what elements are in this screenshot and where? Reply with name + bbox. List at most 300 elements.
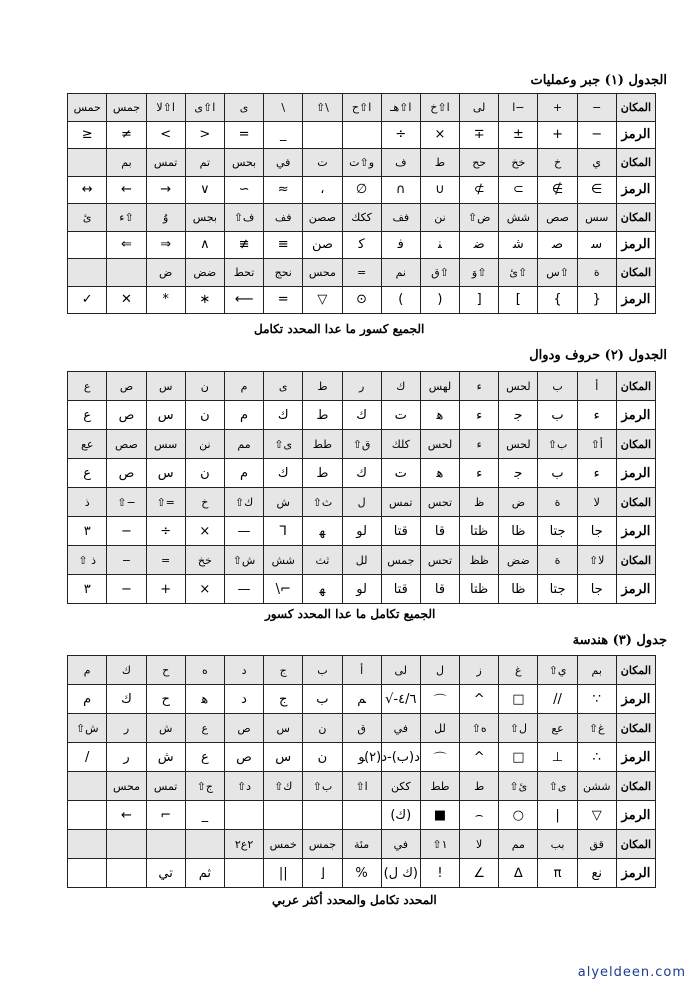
symbol-cell: ≈: [264, 176, 303, 204]
key-cell: عع: [68, 430, 107, 459]
symbol-cell: [342, 801, 381, 830]
key-cell: تمس: [381, 488, 420, 517]
key-cell: جمس: [303, 830, 342, 859]
symbol-cell: ≡: [264, 231, 303, 259]
symbol-cell: ﻢ: [342, 685, 381, 714]
key-cell: [68, 259, 107, 287]
symbol-cell: ÷: [146, 517, 185, 546]
symbol-cell: ﻬ: [303, 575, 342, 604]
key-cell: وُ: [146, 204, 185, 232]
symbol-row: [68, 517, 656, 546]
symbol-cell: ﺀ: [460, 459, 499, 488]
symbol-cell: ∋: [577, 176, 616, 204]
key-cell: ى: [264, 372, 303, 401]
symbol-cell: ﻡ: [224, 459, 263, 488]
symbol-cell: ■: [420, 801, 459, 830]
key-cell: ط: [420, 149, 459, 177]
symbol-cell: ⊥: [538, 743, 577, 772]
key-cell: ا⇧ح: [342, 94, 381, 122]
symbol-cell: ^: [460, 685, 499, 714]
symbol-cell: ⌊: [303, 859, 342, 888]
key-cell: شش: [264, 546, 303, 575]
symbol-cell: ﺵ: [146, 743, 185, 772]
key-cell: و⇧ت: [342, 149, 381, 177]
key-cell: م: [68, 656, 107, 685]
row-label-symbol: الرمز: [616, 517, 655, 546]
site-brand[interactable]: alyeldeen.com: [577, 965, 686, 980]
key-cell: جمس: [381, 546, 420, 575]
key-cell: ذ: [68, 488, 107, 517]
key-cell: ة: [538, 546, 577, 575]
symbol-cell: ÷: [381, 121, 420, 149]
key-cell: تمس: [146, 149, 185, 177]
symbol-row: [68, 121, 656, 149]
key-row: [68, 830, 656, 859]
symbol-cell: ﺏ: [538, 459, 577, 488]
symbol-cell: ظا: [499, 517, 538, 546]
symbol-cell: ﻁ: [303, 459, 342, 488]
key-cell: ب⇧: [538, 430, 577, 459]
row-label-key: المكان: [616, 488, 655, 517]
key-cell: \⇧: [303, 94, 342, 122]
symbol-cell: ﺿ: [460, 231, 499, 259]
symbol-cell: ﻡ: [224, 401, 263, 430]
key-cell: −: [577, 94, 616, 122]
symbol-cell: نع: [577, 859, 616, 888]
symbol-cell: —: [224, 575, 263, 604]
row-label-key: المكان: [616, 259, 655, 287]
symbol-cell: {: [577, 286, 616, 314]
key-cell: لحس: [499, 430, 538, 459]
symbol-cell: □: [499, 743, 538, 772]
key-cell: خ: [538, 149, 577, 177]
key-cell: ض: [499, 488, 538, 517]
key-cell: أ: [577, 372, 616, 401]
key-cell: في: [264, 149, 303, 177]
symbol-row: [68, 801, 656, 830]
symbol-cell: >: [146, 121, 185, 149]
symbol-cell: [: [460, 286, 499, 314]
key-row: [68, 372, 656, 401]
symbol-cell: ﺻﻦ: [303, 231, 342, 259]
symbol-cell: ﻙ: [342, 401, 381, 430]
row-label-key: المكان: [616, 546, 655, 575]
key-cell: محس: [107, 772, 146, 801]
table2: [67, 371, 656, 604]
row-label-symbol: الرمز: [616, 286, 655, 314]
key-cell: تحس: [420, 546, 459, 575]
key-cell: خمس: [264, 830, 303, 859]
symbol-cell: لو: [342, 517, 381, 546]
key-cell: ش: [146, 714, 185, 743]
symbol-cell: ﻓ: [381, 231, 420, 259]
symbol-cell: %: [342, 859, 381, 888]
symbol-cell: _: [264, 121, 303, 149]
row-label-symbol: الرمز: [616, 121, 655, 149]
key-cell: قق: [577, 830, 616, 859]
key-cell: ل: [420, 656, 459, 685]
key-cell: حح: [460, 149, 499, 177]
symbol-cell: ||: [264, 859, 303, 888]
symbol-cell: ↔: [68, 176, 107, 204]
symbol-cell: ⌢: [460, 801, 499, 830]
symbol-cell: ثم: [185, 859, 224, 888]
symbol-cell: ،: [303, 176, 342, 204]
key-cell: ل: [342, 488, 381, 517]
symbol-cell: ﻙ: [342, 459, 381, 488]
key-cell: جمس: [107, 94, 146, 122]
key-cell: ⇧ق: [420, 259, 459, 287]
key-cell: ذ ⇧: [68, 546, 107, 575]
symbol-cell: ﻮ: [342, 743, 381, 772]
key-cell: [68, 830, 107, 859]
key-cell: ه: [185, 656, 224, 685]
table2-caption: الجدول (٢) حروف ودوال: [529, 348, 667, 363]
key-cell: سس: [146, 430, 185, 459]
key-row: [68, 714, 656, 743]
key-cell: ب⇧: [303, 772, 342, 801]
symbol-cell: ظتا: [460, 517, 499, 546]
key-cell: ص: [107, 372, 146, 401]
key-cell: صصن: [303, 204, 342, 232]
symbol-cell: ﺱ: [264, 743, 303, 772]
row-label-key: المكان: [616, 149, 655, 177]
symbol-cell: ﺡ: [146, 685, 185, 714]
symbol-cell: ٣: [68, 575, 107, 604]
symbol-cell: /: [68, 743, 107, 772]
symbol-cell: ^: [460, 743, 499, 772]
key-cell: −ا: [499, 94, 538, 122]
key-cell: حمس: [68, 94, 107, 122]
symbol-cell: ∨: [185, 176, 224, 204]
symbol-cell: ←: [107, 801, 146, 830]
symbol-cell: ⌐\: [264, 575, 303, 604]
key-cell: لى: [460, 94, 499, 122]
key-cell: ٢ع٢: [224, 830, 263, 859]
key-cell: −: [107, 546, 146, 575]
key-cell: ق⇧: [342, 430, 381, 459]
row-label-key: المكان: [616, 430, 655, 459]
key-cell: ي⇧: [538, 656, 577, 685]
symbol-cell: جا: [577, 517, 616, 546]
key-cell: صص: [538, 204, 577, 232]
symbol-cell: (ك): [381, 801, 420, 830]
key-cell: ن: [303, 714, 342, 743]
key-cell: ا⇧ى: [185, 94, 224, 122]
symbol-cell: ≠: [107, 121, 146, 149]
symbol-cell: [68, 801, 107, 830]
key-cell: أ⇧: [577, 430, 616, 459]
symbol-cell: قتا: [381, 575, 420, 604]
key-cell: ب: [538, 372, 577, 401]
symbol-cell: ﻉ: [185, 743, 224, 772]
symbol-cell: [303, 121, 342, 149]
key-cell: لل: [420, 714, 459, 743]
key-cell: ج: [264, 656, 303, 685]
symbol-cell: →: [146, 176, 185, 204]
key-cell: +: [538, 94, 577, 122]
symbol-cell: ﺟ: [499, 401, 538, 430]
symbol-cell: ﻙ: [264, 459, 303, 488]
symbol-cell: ∵: [577, 685, 616, 714]
key-cell: أ: [342, 656, 381, 685]
symbol-cell: //: [538, 685, 577, 714]
symbol-cell: ﺀ: [577, 401, 616, 430]
symbol-cell: [303, 801, 342, 830]
key-row: [68, 656, 656, 685]
symbol-cell: ∌: [538, 176, 577, 204]
symbol-cell: _: [185, 801, 224, 830]
key-cell: فف: [264, 204, 303, 232]
key-cell: ة: [577, 259, 616, 287]
symbol-cell: ≢: [224, 231, 263, 259]
symbol-cell: جتا: [538, 517, 577, 546]
symbol-cell: ﺏ: [538, 401, 577, 430]
symbol-cell: ⌐: [146, 801, 185, 830]
symbol-cell: ﺱ: [146, 459, 185, 488]
key-cell: مم: [224, 430, 263, 459]
symbol-cell: ±: [499, 121, 538, 149]
key-cell: ع: [68, 372, 107, 401]
key-row: [68, 94, 656, 122]
key-cell: في: [381, 714, 420, 743]
key-cell: [68, 149, 107, 177]
key-cell: ه⇧: [460, 714, 499, 743]
key-cell: ⇧س: [538, 259, 577, 287]
symbol-cell: تي: [146, 859, 185, 888]
row-label-key: المكان: [616, 830, 655, 859]
key-cell: ف⇧: [224, 204, 263, 232]
key-cell: بب: [538, 830, 577, 859]
symbol-cell: ): [381, 286, 420, 314]
symbol-cell: [342, 121, 381, 149]
key-cell: ش: [264, 488, 303, 517]
key-cell: =⇧: [146, 488, 185, 517]
key-cell: [107, 830, 146, 859]
key-cell: ظظ: [460, 546, 499, 575]
symbol-cell: د(ب)-د(٢): [381, 743, 420, 772]
symbol-cell: ﻥ: [185, 401, 224, 430]
symbol-cell: ×: [420, 121, 459, 149]
key-cell: ك: [107, 656, 146, 685]
symbol-cell: *: [146, 286, 185, 314]
symbol-cell: ∴: [577, 743, 616, 772]
key-cell: خ: [185, 488, 224, 517]
key-cell: طط: [303, 430, 342, 459]
symbol-cell: ∧: [185, 231, 224, 259]
symbol-cell: ▽: [303, 286, 342, 314]
key-cell: ء: [460, 372, 499, 401]
symbol-cell: ∪: [420, 176, 459, 204]
table1-footnote: الجميع كسور ما عدا المحدد تكامل: [254, 322, 425, 336]
symbol-cell: |: [538, 801, 577, 830]
key-cell: ش⇧: [68, 714, 107, 743]
key-cell: ك⇧: [264, 772, 303, 801]
symbol-cell: ﺱ: [146, 401, 185, 430]
key-row: [68, 546, 656, 575]
row-label-symbol: الرمز: [616, 743, 655, 772]
symbol-cell: ٤/٦-√: [381, 685, 420, 714]
symbol-cell: −: [577, 121, 616, 149]
symbol-cell: +: [538, 121, 577, 149]
symbol-cell: ظتا: [460, 575, 499, 604]
row-label-symbol: الرمز: [616, 859, 655, 888]
row-label-key: المكان: [616, 94, 655, 122]
key-cell: [68, 772, 107, 801]
key-cell: خخ: [185, 546, 224, 575]
key-cell: [146, 830, 185, 859]
symbol-cell: ﮬ: [420, 459, 459, 488]
symbol-cell: [224, 859, 263, 888]
key-cell: تحس: [420, 488, 459, 517]
symbol-cell: ∗: [185, 286, 224, 314]
key-row: [68, 259, 656, 287]
key-cell: بم: [107, 149, 146, 177]
key-cell: ق: [342, 714, 381, 743]
key-cell: [185, 830, 224, 859]
symbol-cell: (: [420, 286, 459, 314]
key-cell: كلك: [381, 430, 420, 459]
symbol-cell: !: [420, 859, 459, 888]
key-cell: ئ⇧: [499, 772, 538, 801]
symbol-cell: ﺹ: [107, 401, 146, 430]
table1-caption: الجدول (١) جبر وعمليات: [530, 73, 667, 88]
symbol-cell: ﻉ: [68, 459, 107, 488]
symbol-row: [68, 685, 656, 714]
key-cell: نن: [185, 430, 224, 459]
table3: [67, 655, 656, 888]
symbol-cell: ⌒: [420, 743, 459, 772]
key-cell: ص: [224, 714, 263, 743]
key-cell: =: [146, 546, 185, 575]
key-cell: ض: [146, 259, 185, 287]
symbol-cell: ﻙ: [264, 401, 303, 430]
symbol-cell: ←: [107, 176, 146, 204]
key-cell: ⇧ئ: [499, 259, 538, 287]
key-cell: ئ: [68, 204, 107, 232]
table3-caption: جدول (٣) هندسة: [572, 633, 667, 648]
symbol-cell: ∼: [224, 176, 263, 204]
key-cell: لا⇧: [577, 546, 616, 575]
symbol-cell: قا: [420, 517, 459, 546]
key-cell: طط: [420, 772, 459, 801]
symbol-cell: [107, 859, 146, 888]
row-label-symbol: الرمز: [616, 575, 655, 604]
key-cell: ضض: [499, 546, 538, 575]
symbol-cell: ꓶ: [264, 517, 303, 546]
key-cell: ث⇧: [303, 488, 342, 517]
symbol-cell: ×: [185, 575, 224, 604]
symbol-cell: (ك ل): [381, 859, 420, 888]
key-cell: ي: [577, 149, 616, 177]
symbol-cell: قا: [420, 575, 459, 604]
key-cell: ر: [342, 372, 381, 401]
symbol-cell: −: [107, 575, 146, 604]
row-label-symbol: الرمز: [616, 176, 655, 204]
key-cell: لهس: [420, 372, 459, 401]
key-cell: ى⇧: [538, 772, 577, 801]
key-cell: ط: [460, 772, 499, 801]
symbol-cell: ﺕ: [381, 401, 420, 430]
symbol-cell: ﻥ: [303, 743, 342, 772]
symbol-row: [68, 176, 656, 204]
row-label-symbol: الرمز: [616, 231, 655, 259]
key-cell: ششن: [577, 772, 616, 801]
symbol-cell: =: [224, 121, 263, 149]
key-cell: ا⇧لا: [146, 94, 185, 122]
key-cell: ا⇧هـ: [381, 94, 420, 122]
symbol-cell: ﺩ: [224, 685, 263, 714]
key-cell: نحج: [264, 259, 303, 287]
symbol-cell: ﺹ: [224, 743, 263, 772]
symbol-cell: ٣: [68, 517, 107, 546]
symbol-cell: ▽: [577, 801, 616, 830]
symbol-cell: ⟵: [224, 286, 263, 314]
symbol-cell: جا: [577, 575, 616, 604]
symbol-cell: ﺷ: [499, 231, 538, 259]
symbol-cell: ∓: [460, 121, 499, 149]
symbol-cell: [68, 231, 107, 259]
symbol-cell: ﺻ: [538, 231, 577, 259]
key-cell: تم: [185, 149, 224, 177]
key-cell: ل⇧: [499, 714, 538, 743]
symbol-row: [68, 859, 656, 888]
key-cell: ط: [303, 372, 342, 401]
key-cell: د⇧: [224, 772, 263, 801]
symbol-cell: □: [499, 685, 538, 714]
table1: [67, 93, 656, 314]
key-cell: بحس: [224, 149, 263, 177]
symbol-cell: ﺕ: [381, 459, 420, 488]
row-label-key: المكان: [616, 772, 655, 801]
key-cell: ى: [224, 94, 263, 122]
key-cell: ر: [107, 714, 146, 743]
symbol-cell: }: [538, 286, 577, 314]
symbol-cell: π: [538, 859, 577, 888]
key-cell: [107, 259, 146, 287]
symbol-cell: ﻡ: [68, 685, 107, 714]
key-cell: في: [381, 830, 420, 859]
key-cell: لحس: [420, 430, 459, 459]
symbol-cell: ≤: [68, 121, 107, 149]
symbol-cell: ﻫ: [185, 685, 224, 714]
key-cell: ⇧ء: [107, 204, 146, 232]
key-cell: ش⇧: [224, 546, 263, 575]
key-cell: محس: [303, 259, 342, 287]
key-cell: ثث: [303, 546, 342, 575]
symbol-cell: ﺀ: [577, 459, 616, 488]
key-cell: \: [264, 94, 303, 122]
key-cell: ى⇧: [264, 430, 303, 459]
symbol-cell: ﻉ: [68, 401, 107, 430]
symbol-cell: ظا: [499, 575, 538, 604]
key-cell: ء: [460, 430, 499, 459]
symbol-cell: ﺏ: [303, 685, 342, 714]
row-label-symbol: الرمز: [616, 801, 655, 830]
key-cell: صص: [107, 430, 146, 459]
symbol-cell: ⌒: [420, 685, 459, 714]
key-row: [68, 772, 656, 801]
symbol-cell: ﻁ: [303, 401, 342, 430]
key-cell: ف: [381, 149, 420, 177]
row-label-key: المكان: [616, 714, 655, 743]
symbol-cell: ∠: [460, 859, 499, 888]
symbol-cell: ⇐: [107, 231, 146, 259]
key-cell: بم: [577, 656, 616, 685]
key-row: [68, 488, 656, 517]
key-cell: د: [224, 656, 263, 685]
key-cell: ز: [460, 656, 499, 685]
